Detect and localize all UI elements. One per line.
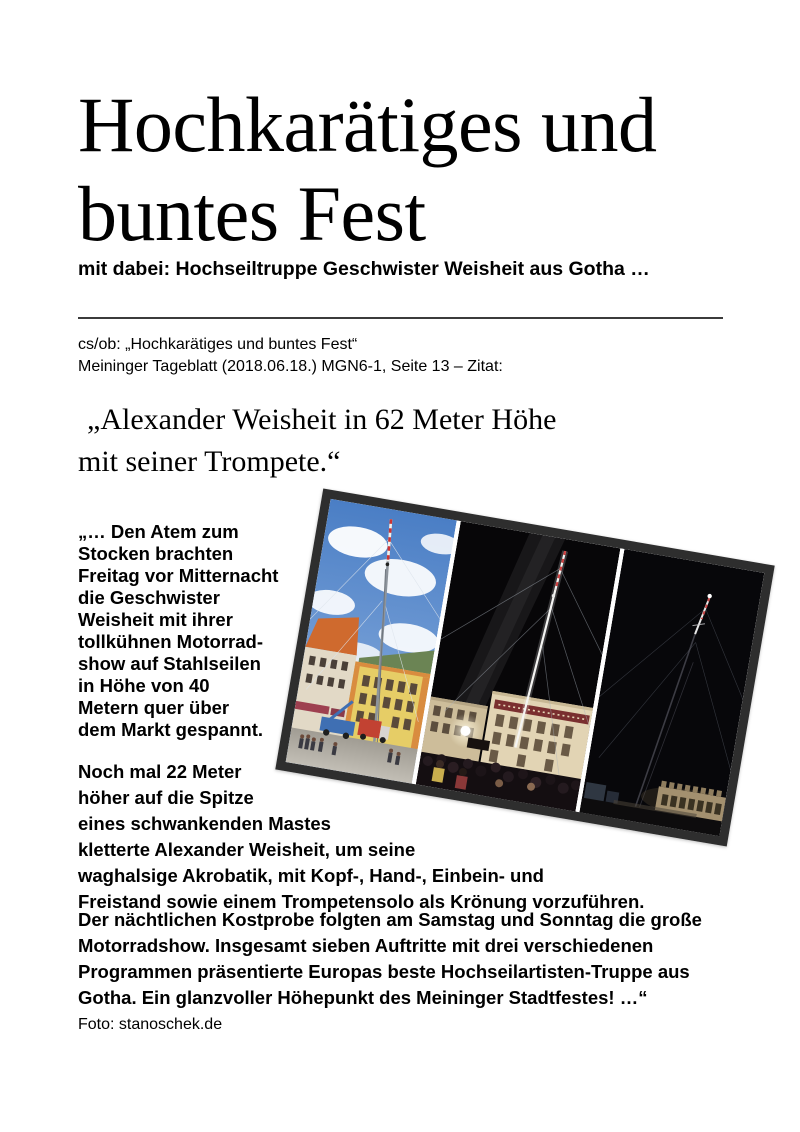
quote-line-1: „Alexander Weisheit in 62 Meter Höhe [87, 403, 557, 436]
headline-line-1: Hochkarätiges und [78, 81, 657, 168]
photo-credit: Foto: stanoschek.de [78, 1016, 223, 1033]
body-line: Metern quer über [78, 697, 230, 718]
body-line: Weisheit mit ihrer [78, 609, 233, 630]
body-line: Gotha. Ein glanzvoller Höhepunkt des Meininger Stadtfestes! …“ [78, 987, 648, 1008]
body-paragraph-1 [78, 521, 278, 741]
body-line: Programmen präsentierte Europas beste Hochseilartisten-Truppe aus [78, 961, 690, 982]
body-line: show auf Stahlseilen [78, 653, 261, 674]
body-line: höher auf die Spitze [78, 787, 254, 808]
body-line: die Geschwister [78, 587, 220, 608]
body-line: Motorradshow. Insgesamt sieben Auftritte mit drei verschiedenen [78, 935, 654, 956]
body-paragraph-2 [78, 759, 644, 915]
source-citation [78, 334, 503, 378]
body-line: in Höhe von 40 [78, 675, 210, 696]
subtitle: mit dabei: Hochseiltruppe Geschwister Weisheit aus Gotha … [78, 258, 650, 280]
body-line: tollkühnen Motorrad- [78, 631, 263, 652]
body-line: dem Markt gespannt. [78, 719, 264, 740]
body-line: Freitag vor Mitternacht [78, 565, 279, 586]
body-line: waghalsige Akrobatik, mit Kopf-, Hand-, Einbein- und [78, 865, 544, 886]
body-line: Noch mal 22 Meter [78, 761, 242, 782]
body-paragraph-3 [78, 907, 702, 1011]
quote-line-2: mit seiner Trompete.“ [78, 445, 341, 478]
citation-line-2: Meininger Tageblatt (2018.06.18.) MGN6-1, Seite 13 – Zitat: [78, 358, 503, 375]
body-line: eines schwankenden Mastes [78, 813, 331, 834]
headline-line-2: buntes Fest [78, 170, 426, 257]
pull-quote [78, 399, 556, 483]
body-line: Freistand sowie einem Trompetensolo als Krönung vorzuführen. [78, 891, 645, 912]
body-line: „… Den Atem zum [78, 521, 239, 542]
page-title [78, 80, 656, 258]
body-line: kletterte Alexander Weisheit, um seine [78, 839, 416, 860]
horizontal-rule [78, 317, 723, 319]
body-line: Der nächtlichen Kostprobe folgten am Samstag und Sonntag die große [78, 909, 702, 930]
citation-line-1: cs/ob: „Hochkarätiges und buntes Fest“ [78, 336, 358, 353]
body-line: Stocken brachten [78, 543, 234, 564]
